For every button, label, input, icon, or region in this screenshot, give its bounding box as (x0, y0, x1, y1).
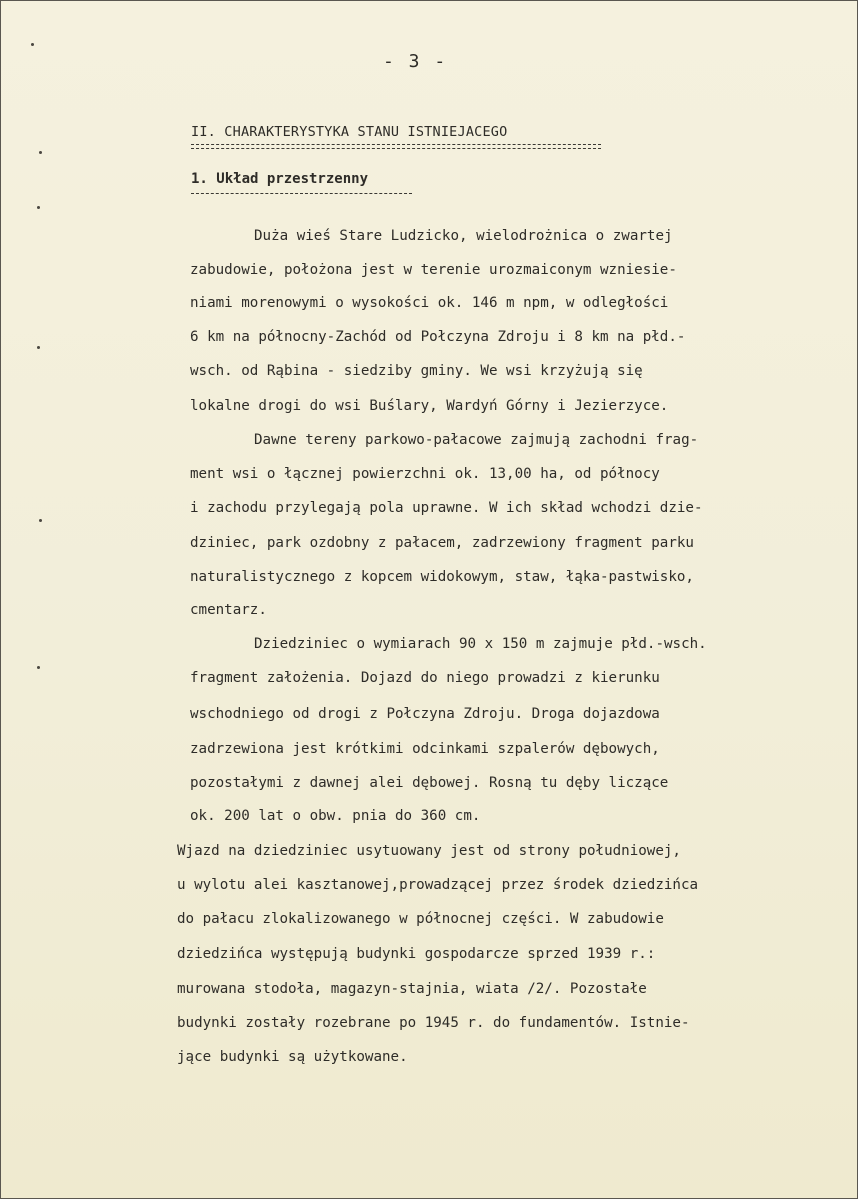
text-line: ment wsi o łącznej powierzchni ok. 13,00 ha, od północy (190, 466, 660, 482)
binding-hole-mark (37, 346, 40, 349)
page-number: - 3 - (383, 51, 448, 72)
binding-hole-mark (39, 519, 42, 522)
text-line: dziedzińca występują budynki gospodarcze sprzed 1939 r.: (177, 946, 656, 962)
text-line: Wjazd na dziedziniec usytuowany jest od strony południowej, (177, 843, 681, 859)
text-line: do pałacu zlokalizowanego w północnej części. W zabudowie (177, 911, 664, 927)
text-line: naturalistycznego z kopcem widokowym, staw, łąka-pastwisko, (190, 569, 694, 585)
binding-hole-mark (39, 151, 42, 154)
chapter-heading-underline (191, 144, 601, 149)
text-line: Dawne tereny parkowo-pałacowe zajmują zachodni frag- (254, 432, 699, 448)
text-line: zabudowie, położona jest w terenie urozmaiconym wzniesie- (190, 262, 677, 278)
binding-hole-mark (37, 206, 40, 209)
text-line: Duża wieś Stare Ludzicko, wielodrożnica o zwartej (254, 228, 673, 244)
text-line: niami morenowymi o wysokości ok. 146 m npm, w odległości (190, 295, 669, 311)
section-heading-underline (191, 193, 412, 194)
text-line: murowana stodoła, magazyn-stajnia, wiata /2/. Pozostałe (177, 981, 647, 997)
binding-hole-mark (37, 666, 40, 669)
section-heading: 1. Układ przestrzenny (191, 171, 369, 187)
text-line: dziniec, park ozdobny z pałacem, zadrzewiony fragment parku (190, 535, 694, 551)
text-line: i zachodu przylegają pola uprawne. W ich skład wchodzi dzie- (190, 500, 703, 516)
text-line: 6 km na północny-Zachód od Połczyna Zdroju i 8 km na płd.- (190, 329, 686, 345)
text-line: cmentarz. (190, 602, 267, 618)
chapter-heading: II. CHARAKTERYSTYKA STANU ISTNIEJACEGO (191, 124, 508, 140)
text-line: fragment założenia. Dojazd do niego prowadzi z kierunku (190, 670, 660, 686)
text-line: ok. 200 lat o obw. pnia do 360 cm. (190, 808, 481, 824)
text-line: wschodniego od drogi z Połczyna Zdroju. Droga dojazdowa (190, 706, 660, 722)
text-line: zadrzewiona jest krótkimi odcinkami szpalerów dębowych, (190, 741, 660, 757)
text-line: pozostałymi z dawnej alei dębowej. Rosną tu dęby liczące (190, 775, 669, 791)
text-line: wsch. od Rąbina - siedziby gminy. We wsi krzyżują się (190, 363, 643, 379)
binding-hole-mark (31, 43, 34, 46)
text-line: lokalne drogi do wsi Buślary, Wardyń Górny i Jezierzyce. (190, 398, 669, 414)
text-line: budynki zostały rozebrane po 1945 r. do fundamentów. Istnie- (177, 1015, 690, 1031)
text-line: u wylotu alei kasztanowej,prowadzącej przez środek dziedzińca (177, 877, 699, 893)
text-line: jące budynki są użytkowane. (177, 1049, 408, 1065)
text-line: Dziedziniec o wymiarach 90 x 150 m zajmuje płd.-wsch. (254, 636, 707, 652)
